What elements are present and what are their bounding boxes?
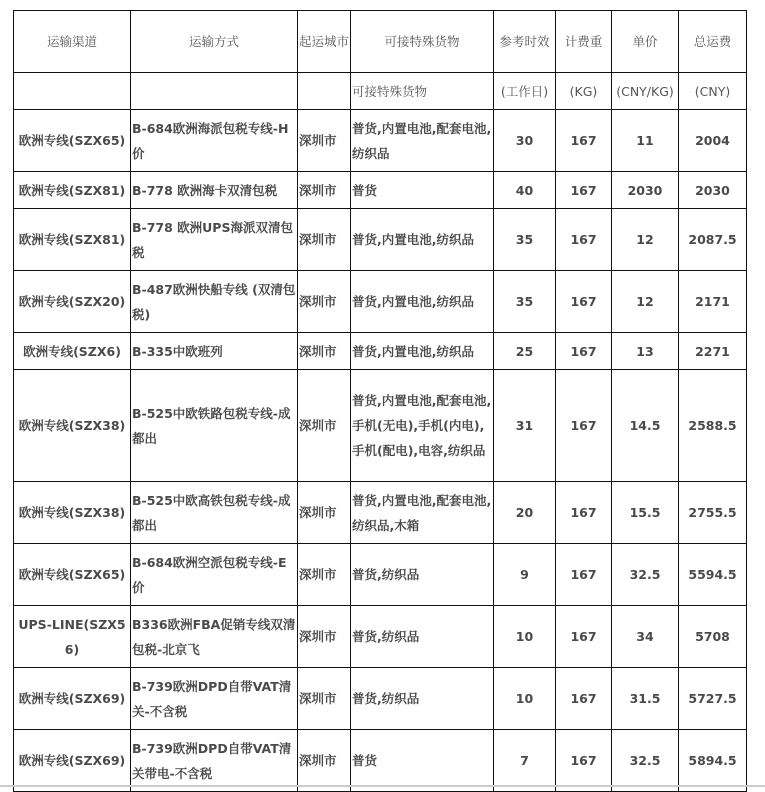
cell-total-freight: 5894.5 (679, 730, 747, 792)
cell-special-goods: 可接特殊货物 (351, 11, 494, 73)
cell-transit-days: 35 (494, 209, 556, 271)
cell-channel: 欧洲专线(SZX65) (14, 110, 131, 172)
cell-transit-days: (工作日) (494, 73, 556, 110)
table-row (14, 544, 747, 606)
cell-special-goods: 普货,纺织品 (351, 668, 494, 730)
cell-method: 运输方式 (131, 11, 298, 73)
cell-unit-price: 32.5 (612, 730, 679, 792)
cell-total-freight: 5708 (679, 606, 747, 668)
cell-transit-days: 35 (494, 271, 556, 333)
cell-unit-price: 14.5 (612, 370, 679, 482)
cell-origin-city (298, 73, 351, 110)
cell-total-freight: 2030 (679, 172, 747, 209)
cell-chargeable-weight: 167 (556, 370, 612, 482)
cell-channel (14, 73, 131, 110)
cell-unit-price: 11 (612, 110, 679, 172)
cell-unit-price: 34 (612, 606, 679, 668)
cell-channel: 欧洲专线(SZX81) (14, 172, 131, 209)
cell-transit-days: 30 (494, 110, 556, 172)
header-units-row (14, 73, 747, 110)
cell-unit-price: 31.5 (612, 668, 679, 730)
cell-channel: UPS-LINE(SZX56) (14, 606, 131, 668)
table-row (14, 110, 747, 172)
cell-channel: 欧洲专线(SZX20) (14, 271, 131, 333)
cell-method: B336欧洲FBA促销专线双清包税-北京飞 (131, 606, 298, 668)
cell-chargeable-weight: 167 (556, 668, 612, 730)
cell-chargeable-weight: 167 (556, 730, 612, 792)
cell-special-goods: 普货,纺织品 (351, 606, 494, 668)
cell-special-goods: 可接特殊货物 (351, 73, 494, 110)
cell-special-goods: 普货,纺织品 (351, 544, 494, 606)
cell-origin-city: 深圳市 (298, 172, 351, 209)
table-row (14, 730, 747, 792)
cell-transit-days: 10 (494, 606, 556, 668)
freight-quote-table (13, 10, 747, 792)
cell-special-goods: 普货 (351, 730, 494, 792)
cell-channel: 欧洲专线(SZX6) (14, 333, 131, 370)
cell-channel: 欧洲专线(SZX65) (14, 544, 131, 606)
cell-unit-price: 32.5 (612, 544, 679, 606)
cell-unit-price: (CNY/KG) (612, 73, 679, 110)
cell-origin-city: 深圳市 (298, 209, 351, 271)
cell-method: B-739欧洲DPD自带VAT清关带电-不含税 (131, 730, 298, 792)
cell-method (131, 73, 298, 110)
cell-transit-days: 10 (494, 668, 556, 730)
cell-chargeable-weight: 167 (556, 544, 612, 606)
table-row (14, 333, 747, 370)
cell-chargeable-weight: 167 (556, 271, 612, 333)
table-row (14, 370, 747, 482)
cell-origin-city: 深圳市 (298, 110, 351, 172)
cell-chargeable-weight: 167 (556, 110, 612, 172)
table-row (14, 606, 747, 668)
cell-special-goods: 普货,内置电池,配套电池,手机(无电),手机(内电),手机(配电),电容,纺织品 (351, 370, 494, 482)
cell-origin-city: 起运城市 (298, 11, 351, 73)
cell-total-freight: 2755.5 (679, 482, 747, 544)
cell-method: B-778 欧洲海卡双清包税 (131, 172, 298, 209)
cell-method: B-684欧洲海派包税专线-H价 (131, 110, 298, 172)
cell-chargeable-weight: (KG) (556, 73, 612, 110)
cell-special-goods: 普货,内置电池,纺织品 (351, 271, 494, 333)
cell-chargeable-weight: 167 (556, 209, 612, 271)
cell-transit-days: 40 (494, 172, 556, 209)
cell-chargeable-weight: 167 (556, 172, 612, 209)
cell-total-freight: 2004 (679, 110, 747, 172)
cell-method: B-684欧洲空派包税专线-E价 (131, 544, 298, 606)
cell-method: B-778 欧洲UPS海派双清包税 (131, 209, 298, 271)
cell-special-goods: 普货,内置电池,配套电池,纺织品 (351, 110, 494, 172)
cell-method: B-487欧洲快船专线 (双清包税) (131, 271, 298, 333)
cell-total-freight: 5594.5 (679, 544, 747, 606)
table-row (14, 209, 747, 271)
cell-unit-price: 12 (612, 209, 679, 271)
cell-origin-city: 深圳市 (298, 668, 351, 730)
cell-transit-days: 7 (494, 730, 556, 792)
cell-origin-city: 深圳市 (298, 606, 351, 668)
cell-special-goods: 普货,内置电池,纺织品 (351, 209, 494, 271)
cell-unit-price: 13 (612, 333, 679, 370)
cell-origin-city: 深圳市 (298, 333, 351, 370)
table-row (14, 482, 747, 544)
cell-channel: 欧洲专线(SZX38) (14, 370, 131, 482)
cell-method: B-739欧洲DPD自带VAT清关-不含税 (131, 668, 298, 730)
cell-special-goods: 普货,内置电池,纺织品 (351, 333, 494, 370)
cell-unit-price: 12 (612, 271, 679, 333)
cell-transit-days: 9 (494, 544, 556, 606)
cell-total-freight: 5727.5 (679, 668, 747, 730)
cell-total-freight: 2588.5 (679, 370, 747, 482)
cell-origin-city: 深圳市 (298, 370, 351, 482)
cell-transit-days: 参考时效 (494, 11, 556, 73)
cell-origin-city: 深圳市 (298, 482, 351, 544)
cell-unit-price: 15.5 (612, 482, 679, 544)
table-row (14, 172, 747, 209)
cell-chargeable-weight: 167 (556, 482, 612, 544)
cell-total-freight: (CNY) (679, 73, 747, 110)
cell-origin-city: 深圳市 (298, 544, 351, 606)
cell-channel: 欧洲专线(SZX38) (14, 482, 131, 544)
table-row (14, 668, 747, 730)
cell-transit-days: 20 (494, 482, 556, 544)
cell-special-goods: 普货 (351, 172, 494, 209)
cell-chargeable-weight: 计费重 (556, 11, 612, 73)
cell-origin-city: 深圳市 (298, 271, 351, 333)
cell-transit-days: 31 (494, 370, 556, 482)
cell-unit-price: 2030 (612, 172, 679, 209)
cell-total-freight: 2171 (679, 271, 747, 333)
cell-unit-price: 单价 (612, 11, 679, 73)
cell-channel: 欧洲专线(SZX81) (14, 209, 131, 271)
cell-special-goods: 普货,内置电池,配套电池,纺织品,木箱 (351, 482, 494, 544)
cell-total-freight: 2087.5 (679, 209, 747, 271)
cell-method: B-525中欧铁路包税专线-成都出 (131, 370, 298, 482)
cell-method: B-335中欧班列 (131, 333, 298, 370)
header-row (14, 11, 747, 73)
cell-total-freight: 2271 (679, 333, 747, 370)
cell-chargeable-weight: 167 (556, 606, 612, 668)
cell-channel: 欧洲专线(SZX69) (14, 668, 131, 730)
cell-channel: 欧洲专线(SZX69) (14, 730, 131, 792)
table-row (14, 271, 747, 333)
cell-method: B-525中欧高铁包税专线-成都出 (131, 482, 298, 544)
cell-transit-days: 25 (494, 333, 556, 370)
cell-channel: 运输渠道 (14, 11, 131, 73)
cell-chargeable-weight: 167 (556, 333, 612, 370)
cell-total-freight: 总运费 (679, 11, 747, 73)
cell-origin-city: 深圳市 (298, 730, 351, 792)
